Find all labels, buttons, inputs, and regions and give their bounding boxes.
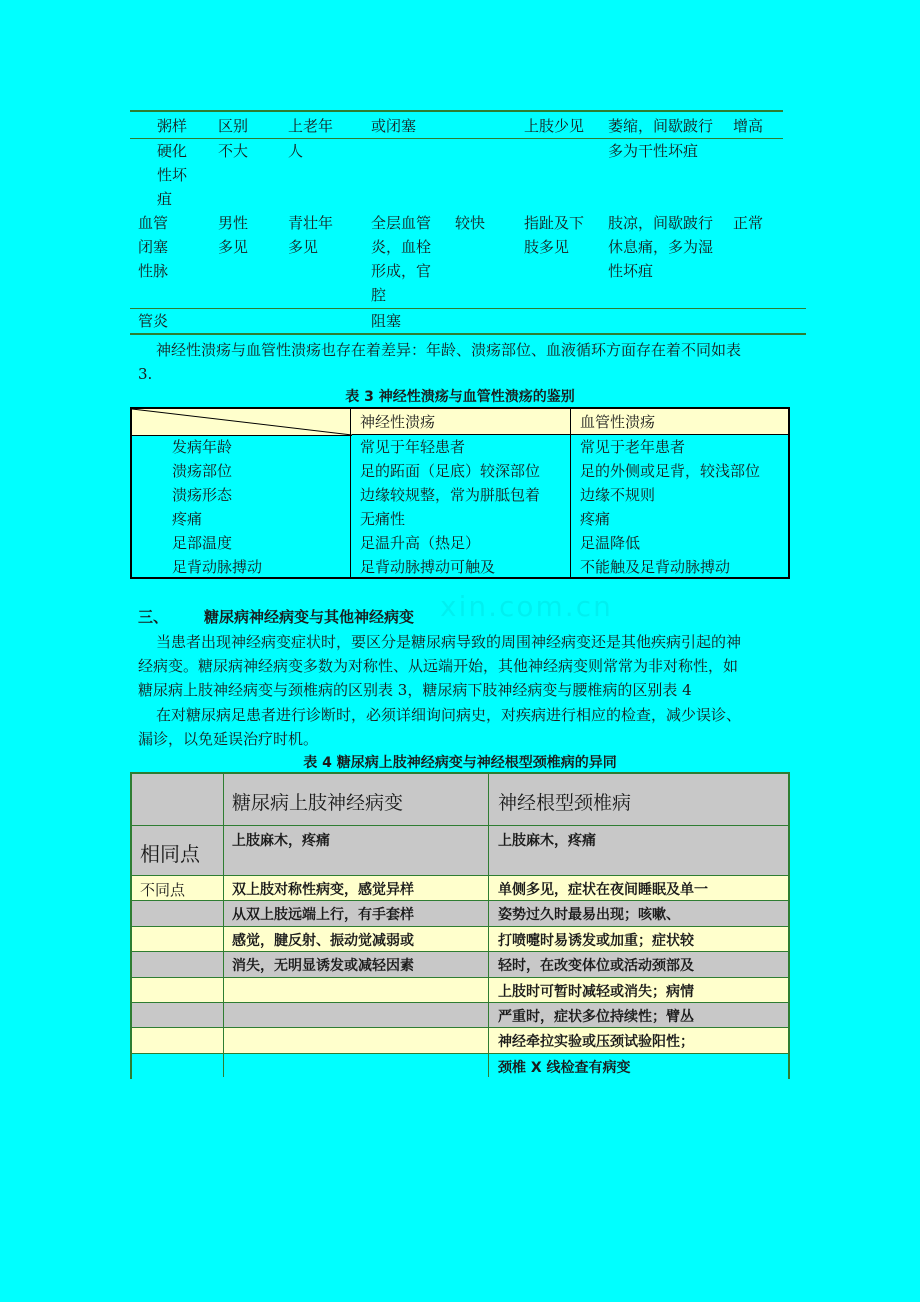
- table3-row-label: 疼痛: [172, 510, 203, 528]
- paragraph: 在对糖尿病足患者进行诊断时，必须详细询问病史，对疾病进行相应的检查，减少误诊、: [156, 706, 742, 724]
- table3-cell: 边缘不规则: [580, 486, 656, 504]
- column-divider: [223, 774, 224, 1077]
- table-cell: 性脉: [138, 262, 169, 280]
- table-cell: 阻塞: [371, 312, 402, 330]
- table-cell: 肢多见: [524, 238, 570, 256]
- paragraph: 当患者出现神经病变症状时，要区分是糖尿病导致的周围神经病变还是其他疾病引起的神: [156, 633, 742, 651]
- table4-row: [132, 978, 788, 1003]
- section-title: 糖尿病神经病变与其他神经病变: [204, 608, 415, 626]
- table3-corner-cell: [132, 409, 352, 436]
- table-cell: 血管: [138, 214, 169, 232]
- diff-cervical: 严重时，症状多位持续性；臂丛: [498, 1009, 694, 1025]
- table3-cell: 足的跖面（足底）较深部位: [360, 462, 541, 480]
- table-top-rule: [130, 110, 783, 112]
- diff-cervical: 打喷嚏时易诱发或加重；症状较: [498, 932, 694, 949]
- table-cell: 多见: [218, 238, 249, 256]
- table4-row: [132, 1028, 788, 1053]
- table-cell: 上肢少见: [524, 117, 585, 135]
- table3-caption: 表 3 神经性溃疡与血管性溃疡的鉴别: [345, 389, 575, 405]
- table-cell: 肢凉，间歇跛行: [608, 214, 714, 232]
- table-cell: 性坏疽: [608, 262, 654, 280]
- table4-header-dm: 糖尿病上肢神经病变: [232, 792, 404, 814]
- same-dm: 上肢麻木，疼痛: [232, 833, 330, 849]
- paragraph-line: 糖尿病上肢神经病变与颈椎病的区别表 3，糖尿病下肢神经病变与腰椎病的区别表 4: [138, 681, 692, 699]
- table3-row-label: 足部温度: [172, 534, 233, 552]
- table-cell: 性坏: [157, 166, 188, 184]
- table-cell: 或闭塞: [371, 117, 417, 135]
- table4-row: [132, 1054, 788, 1079]
- table-cell: 疽: [157, 190, 173, 208]
- table4-row: [132, 927, 788, 952]
- diff-dm: 双上肢对称性病变，感觉异样: [232, 882, 414, 898]
- table4-row: [132, 876, 788, 901]
- table4-caption: 表 4 糖尿病上肢神经病变与神经根型颈椎病的异同: [303, 755, 617, 771]
- table-cell: 增高: [733, 117, 764, 135]
- table3-header-neuro: 神经性溃疡: [352, 409, 572, 435]
- table-cell: 区别: [218, 117, 249, 135]
- diff-dm: 消失，无明显诱发或减轻因素: [232, 958, 414, 975]
- table-cell: 正常: [733, 214, 764, 232]
- table-cell: 形成，官: [371, 262, 432, 280]
- table-cell: 休息痛，多为湿: [608, 238, 714, 256]
- table3-cell: 无痛性: [360, 510, 406, 528]
- table-cell: 青壮年: [288, 214, 334, 232]
- table3-cell: 不能触及足背动脉搏动: [580, 558, 731, 576]
- table3-row-label: 溃疡形态: [172, 486, 233, 504]
- diff-dm: 感觉，腱反射、振动觉减弱或: [232, 932, 414, 949]
- table3: [130, 407, 790, 579]
- diff-dm: 从双上肢远端上行，有手套样: [232, 907, 414, 924]
- table-cell: 较快: [455, 214, 486, 232]
- diff-cervical: 姿势过久时最易出现；咳嗽、: [498, 907, 680, 924]
- table3-row-label: 足背动脉搏动: [172, 558, 263, 576]
- diff-cervical: 神经牵拉实验或压颈试验阳性；: [498, 1034, 694, 1051]
- table-cell: 多为干性坏疽: [608, 142, 699, 160]
- table4-same-row: [132, 826, 788, 876]
- same-label: 相同点: [140, 842, 200, 866]
- paragraph: 神经性溃疡与血管性溃疡也存在着差异：年龄、溃疡部位、血液循环方面存在着不同如表: [156, 341, 742, 359]
- column-divider: [488, 774, 489, 1077]
- paragraph-continuation: 3.: [138, 365, 153, 383]
- table3-cell: 足背动脉搏动可触及: [360, 558, 496, 576]
- table4-header-row: [132, 774, 788, 826]
- diff-cervical: 单侧多见，症状在夜间睡眠及单一: [498, 882, 708, 898]
- table3-row-label: 溃疡部位: [172, 462, 233, 480]
- table3-cell: 足温升高（热足）: [360, 534, 481, 552]
- table3-header-vascular: 血管性溃疡: [572, 409, 788, 435]
- paragraph-line: 经病变。糖尿病神经病变多数为对称性、从远端开始，其他神经病变则常常为非对称性，如: [138, 657, 739, 675]
- table-cell: 炎，血栓: [371, 238, 432, 256]
- table-cell: 男性: [218, 214, 249, 232]
- table-cell: 管炎: [138, 312, 169, 330]
- paragraph-line: 漏诊，以免延误治疗时机。: [138, 730, 319, 748]
- table4-row: [132, 901, 788, 926]
- watermark: xin.com.cn: [440, 590, 613, 623]
- diagonal-line: [132, 409, 352, 435]
- table3-cell: 常见于老年患者: [580, 438, 686, 456]
- table-cell: 人: [288, 142, 304, 160]
- table4: [130, 772, 790, 1079]
- table-cell: 指趾及下: [524, 214, 585, 232]
- table3-cell: 边缘较规整，常为胼胝包着: [360, 486, 541, 504]
- table3-cell: 足温降低: [580, 534, 641, 552]
- table-cell: 全层血管: [371, 214, 432, 232]
- table4-row: [132, 952, 788, 977]
- table-cell: 多见: [288, 238, 319, 256]
- table-cell: 闭塞: [138, 238, 169, 256]
- diff-label: 不同点: [140, 881, 186, 899]
- column-divider: [350, 409, 351, 577]
- same-cervical: 上肢麻木，疼痛: [498, 833, 596, 849]
- table3-cell: 常见于年轻患者: [360, 438, 466, 456]
- table-cell: 腔: [371, 286, 387, 304]
- table3-cell: 疼痛: [580, 510, 611, 528]
- table-cell: 萎缩，间歇跛行: [608, 117, 714, 135]
- table-row-rule: [130, 308, 806, 309]
- table-bottom-rule: [130, 333, 806, 335]
- table3-row-label: 发病年龄: [172, 438, 233, 456]
- column-divider: [570, 409, 571, 577]
- table-cell: 硬化: [157, 142, 188, 160]
- table-cell: 上老年: [288, 117, 334, 135]
- table4-header-cervical: 神经根型颈椎病: [498, 792, 632, 814]
- diff-cervical: 颈椎 X 线检查有病变: [498, 1059, 631, 1076]
- diff-cervical: 轻时，在改变体位或活动颈部及: [498, 958, 694, 975]
- table-cell: 粥样: [157, 117, 188, 135]
- table4-row: [132, 1003, 788, 1028]
- section-number: 三、: [138, 608, 169, 626]
- table3-cell: 足的外侧或足背，较浅部位: [580, 462, 761, 480]
- diff-cervical: 上肢时可暂时减轻或消失；病情: [498, 983, 694, 1000]
- table-cell: 不大: [218, 142, 249, 160]
